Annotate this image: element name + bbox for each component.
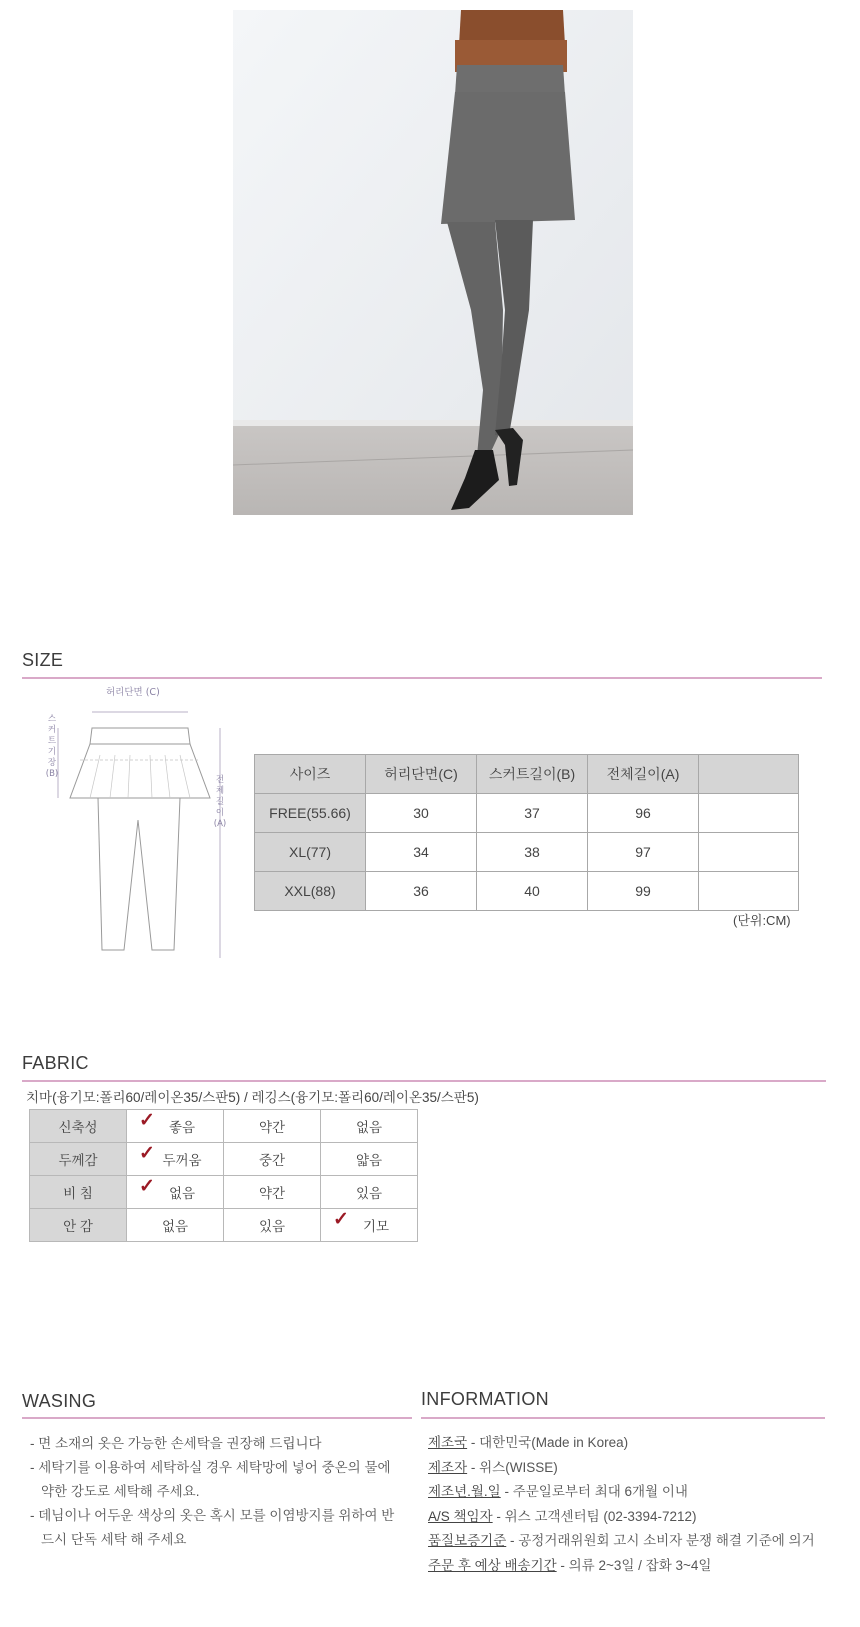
information-list — [428, 1431, 848, 1578]
check-mark-icon: ✓ — [333, 1209, 349, 1230]
product-photo — [233, 10, 633, 515]
washing-item: 약한 강도로 세탁해 주세요. — [41, 1484, 200, 1499]
fabric-row — [30, 1110, 418, 1143]
total-label-char: 이 — [215, 808, 225, 818]
fabric-option: 있음 — [321, 1176, 418, 1209]
size-table-header-row — [255, 755, 799, 794]
size-value-cell: 30 — [366, 794, 477, 833]
information-key: 제조자 — [428, 1459, 468, 1475]
information-value: - 주문일로부터 최대 6개월 이내 — [500, 1484, 688, 1499]
size-value-cell: 97 — [588, 833, 699, 872]
leggings-skirt-diagram — [40, 700, 250, 960]
size-value-cell: 99 — [588, 872, 699, 911]
total-length-dimension-label — [212, 775, 228, 830]
skirt-length-dimension-label — [45, 714, 59, 780]
fabric-row-label: 신축성 — [30, 1110, 127, 1143]
information-key: 주문 후 예상 배송기간 — [428, 1557, 557, 1573]
information-value: - 공정거래위원회 고시 소비자 분쟁 해결 기준에 의거 — [506, 1533, 815, 1548]
size-unit-label: (단위:CM) — [733, 913, 791, 928]
size-section-rule — [22, 677, 822, 679]
information-row — [428, 1554, 848, 1579]
size-table-row — [255, 833, 799, 872]
fabric-option: 없음 — [321, 1110, 418, 1143]
washing-section-title: WASING — [22, 1391, 97, 1411]
washing-item: - 데님이나 어두운 색상의 옷은 혹시 모를 이염방지를 위하여 반 — [30, 1508, 395, 1523]
information-row — [428, 1480, 848, 1505]
fabric-option: 얇음 — [321, 1143, 418, 1176]
fabric-section-rule — [22, 1080, 826, 1082]
check-mark-icon: ✓ — [139, 1110, 155, 1131]
size-header-cell — [699, 755, 799, 794]
total-label-char: (A) — [213, 819, 227, 829]
size-table — [254, 754, 799, 911]
size-header-cell: 스커트길이(B) — [477, 755, 588, 794]
skirt-label-char: 장 — [47, 758, 57, 768]
size-name-cell: XXL(88) — [255, 872, 366, 911]
size-header-cell: 전체길이(A) — [588, 755, 699, 794]
size-section-title: SIZE — [22, 650, 64, 670]
information-value: - 의류 2~3일 / 잡화 3~4일 — [556, 1557, 712, 1573]
check-mark-icon: ✓ — [139, 1143, 155, 1164]
size-value-cell: 37 — [477, 794, 588, 833]
skirt-label-char: 커 — [47, 725, 57, 735]
fabric-option: 약간 — [224, 1176, 321, 1209]
total-label-char: 전 — [215, 775, 225, 785]
information-section-rule — [421, 1417, 825, 1419]
waist-dimension-label: 허리단면 (C) — [106, 687, 160, 698]
washing-item: - 면 소재의 옷은 가능한 손세탁을 권장해 드립니다 — [30, 1436, 322, 1451]
fabric-row-label: 두께감 — [30, 1143, 127, 1176]
washing-item: 드시 단독 세탁 해 주세요 — [41, 1532, 187, 1547]
fabric-option-checked — [127, 1176, 224, 1209]
size-value-cell: 40 — [477, 872, 588, 911]
skirt-label-char: (B) — [45, 769, 59, 779]
fabric-option-checked — [127, 1110, 224, 1143]
model-illustration — [233, 10, 633, 515]
skirt-label-char: 트 — [47, 736, 57, 746]
fabric-row — [30, 1209, 418, 1242]
fabric-composition: 치마(융기모:폴리60/레이온35/스판5) / 레깅스(융기모:폴리60/레이온35/스판5) — [26, 1090, 479, 1105]
information-row — [428, 1529, 848, 1554]
total-label-char: 길 — [215, 797, 225, 807]
size-name-cell: XL(77) — [255, 833, 366, 872]
fabric-row — [30, 1176, 418, 1209]
information-row — [428, 1505, 848, 1530]
size-value-cell — [699, 833, 799, 872]
size-value-cell: 36 — [366, 872, 477, 911]
fabric-option-checked — [321, 1209, 418, 1242]
size-table-row — [255, 872, 799, 911]
size-table-row — [255, 794, 799, 833]
information-row — [428, 1431, 848, 1456]
fabric-option: 있음 — [224, 1209, 321, 1242]
information-key: A/S 책임자 — [428, 1508, 493, 1524]
size-value-cell — [699, 794, 799, 833]
fabric-option-text: 기모 — [362, 1219, 390, 1234]
size-value-cell: 34 — [366, 833, 477, 872]
total-label-char: 체 — [215, 786, 225, 796]
information-value: - 위스(WISSE) — [467, 1459, 558, 1475]
size-diagram — [40, 687, 250, 960]
fabric-table — [29, 1109, 418, 1242]
fabric-option-text: 두꺼움 — [162, 1153, 202, 1168]
size-header-cell: 허리단면(C) — [366, 755, 477, 794]
information-value: - 대한민국(Made in Korea) — [467, 1435, 629, 1450]
fabric-option: 없음 — [127, 1209, 224, 1242]
information-key: 제조국 — [428, 1435, 468, 1450]
information-section-title: INFORMATION — [421, 1389, 549, 1409]
information-key: 품질보증기준 — [428, 1533, 507, 1548]
washing-section-rule — [22, 1417, 412, 1419]
washing-item: - 세탁기를 이용하여 세탁하실 경우 세탁망에 넣어 중온의 물에 — [30, 1460, 391, 1475]
size-value-cell: 38 — [477, 833, 588, 872]
size-name-cell: FREE(55.66) — [255, 794, 366, 833]
size-header-cell: 사이즈 — [255, 755, 366, 794]
information-row — [428, 1456, 848, 1481]
fabric-option-checked — [127, 1143, 224, 1176]
fabric-option: 약간 — [224, 1110, 321, 1143]
skirt-label-char: 스 — [47, 714, 57, 724]
check-mark-icon: ✓ — [139, 1176, 155, 1197]
fabric-row-label: 비 침 — [30, 1176, 127, 1209]
fabric-option-text: 없음 — [168, 1186, 196, 1201]
size-value-cell — [699, 872, 799, 911]
washing-list — [30, 1432, 415, 1552]
skirt-label-char: 기 — [47, 747, 57, 757]
fabric-row-label: 안 감 — [30, 1209, 127, 1242]
fabric-section-title: FABRIC — [22, 1053, 89, 1073]
size-value-cell: 96 — [588, 794, 699, 833]
information-value: - 위스 고객센터팀 (02-3394-7212) — [492, 1508, 697, 1524]
fabric-option-text: 좋음 — [168, 1120, 196, 1135]
fabric-option: 중간 — [224, 1143, 321, 1176]
fabric-row — [30, 1143, 418, 1176]
information-key: 제조년.월.일 — [428, 1484, 501, 1499]
